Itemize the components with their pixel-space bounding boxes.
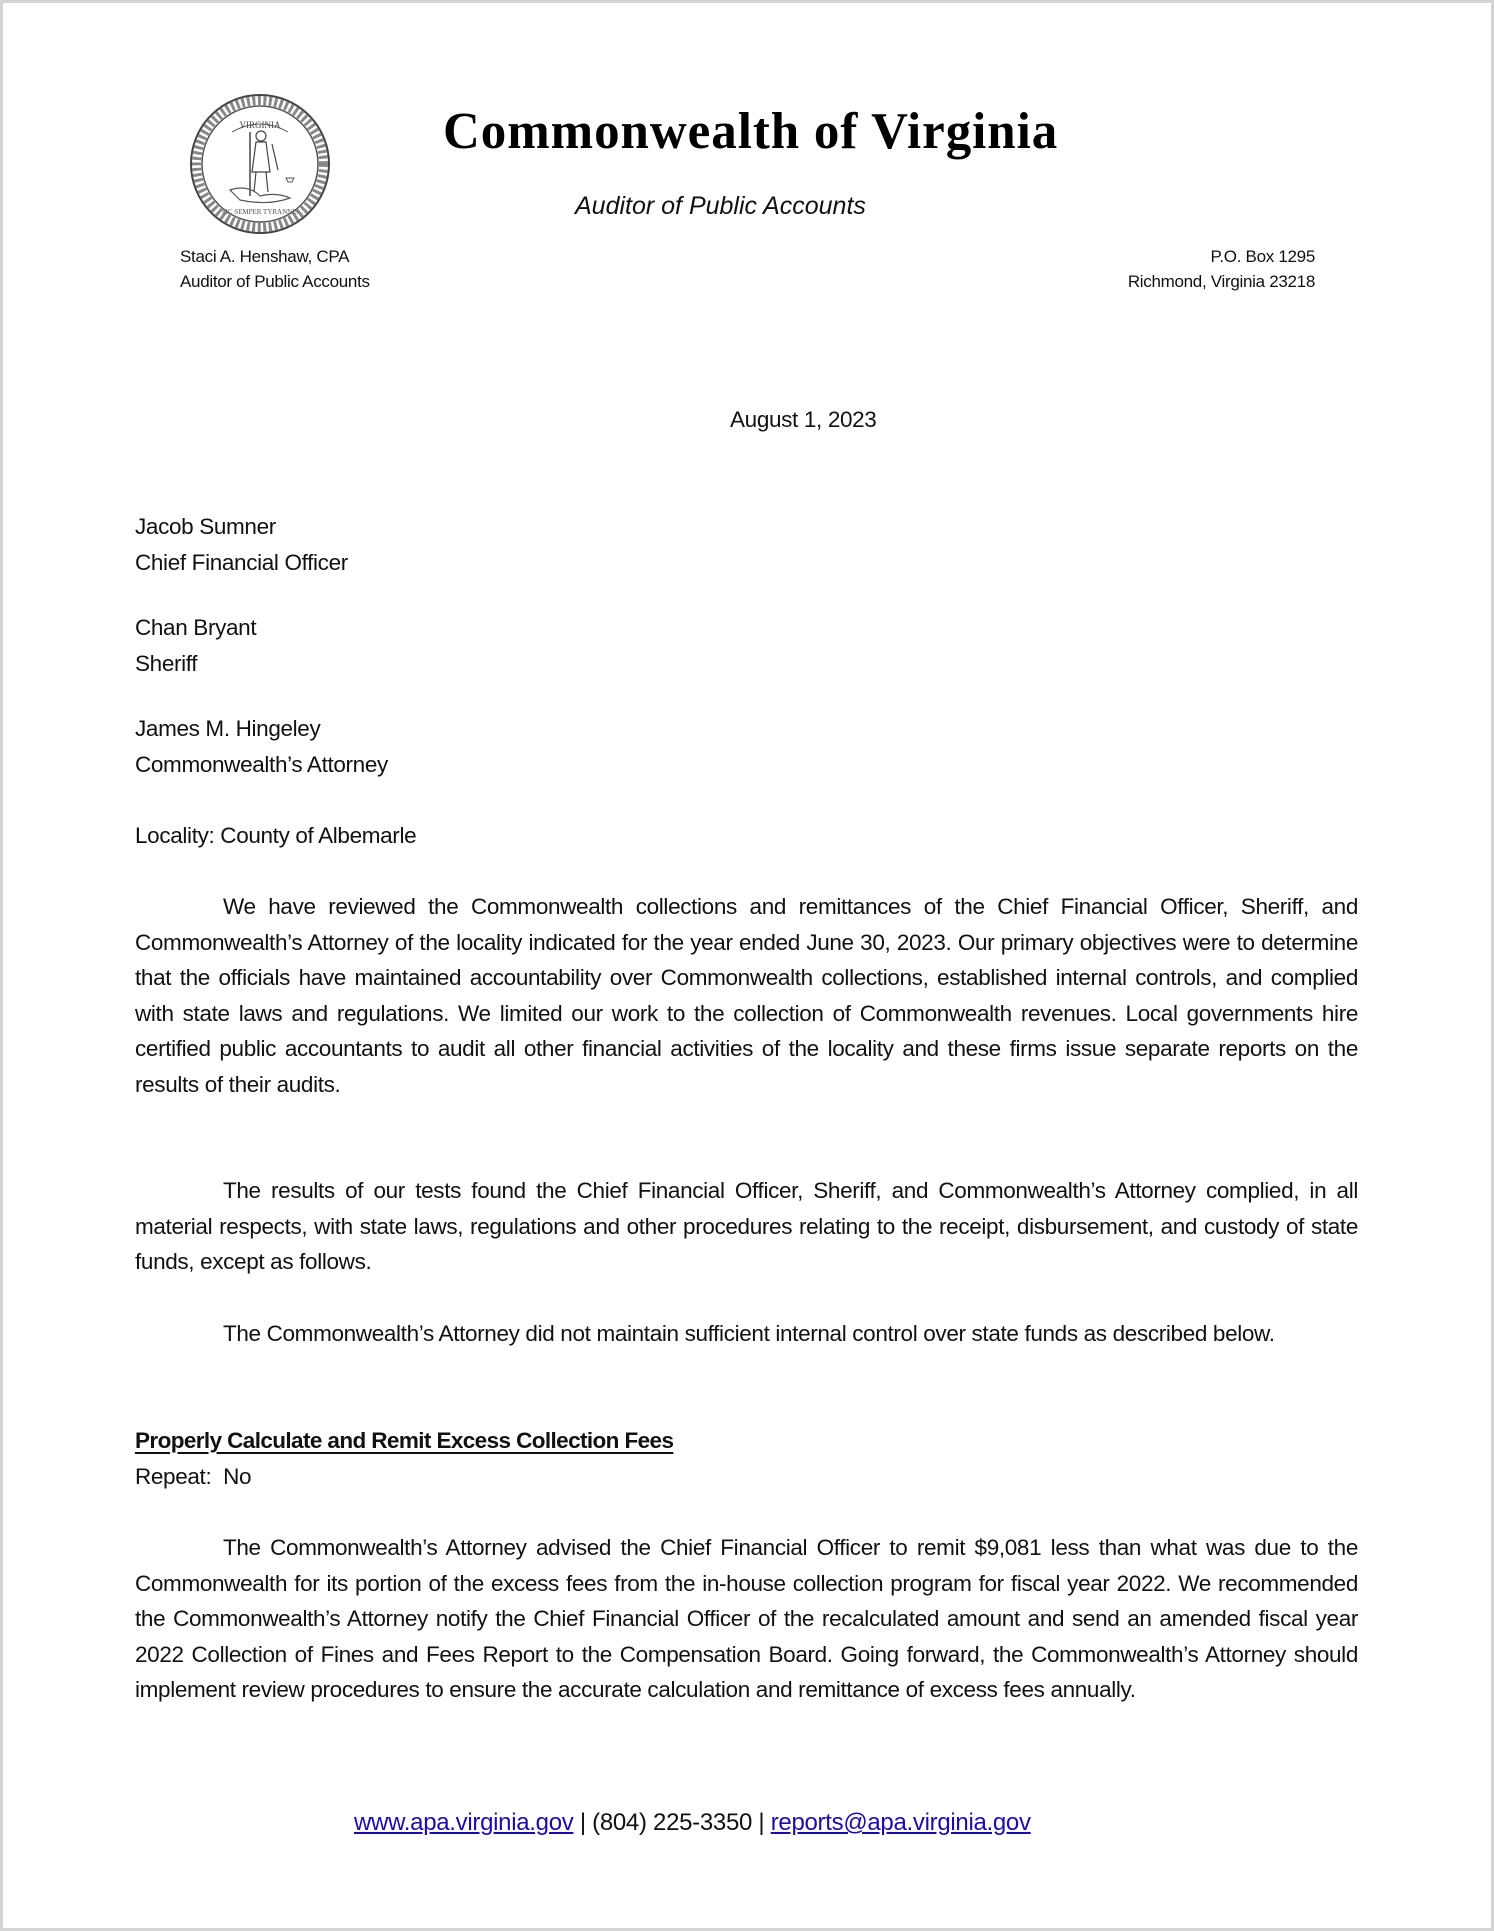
website-link[interactable]: www.apa.virginia.gov [354, 1809, 574, 1836]
recipient-title: Sheriff [135, 650, 198, 676]
sender-role: Auditor of Public Accounts [180, 272, 370, 291]
svg-text:VIRGINIA: VIRGINIA [239, 120, 281, 130]
recipient-title: Commonwealth’s Attorney [135, 751, 388, 777]
sender-name: Staci A. Henshaw, CPA [180, 247, 350, 266]
recipient-name: Chan Bryant [135, 615, 257, 640]
recipient-title: Chief Financial Officer [135, 549, 348, 575]
svg-text:SIC SEMPER TYRANNIS: SIC SEMPER TYRANNIS [221, 208, 299, 216]
address-line1: P.O. Box 1295 [1210, 247, 1315, 266]
footer-separator: | [573, 1809, 593, 1836]
recipient-1 [135, 509, 348, 580]
paragraph-review-scope [135, 889, 1358, 1103]
recipient-2 [135, 610, 256, 681]
footer-separator: | [752, 1809, 771, 1836]
phone-number: (804) 225-3350 [592, 1809, 753, 1836]
paragraph-text: The Commonwealth’s Attorney did not maintain sufficient internal control over state funds as described below. [223, 1321, 1275, 1346]
sender-block [180, 244, 370, 294]
recipient-3 [135, 711, 388, 782]
address-block [1128, 244, 1315, 294]
recipient-name: Jacob Sumner [135, 514, 276, 539]
paragraph-text: The Commonwealth’s Attorney advised the Chief Financial Officer to remit $9,081 less than what was due to the Commonwealth for its portion of the excess fees from the in-house collection program for fiscal year 2022. We recommended the Commonwealth’s Attorney notify the Chief Financial Officer of the recalculated amount and send an amended fiscal year 2022 Collection of Fines and Fees Report to the Compensation Board. Going forward, the Commonwealth’s Attorney should implement review procedures to ensure the accurate calculation and remittance of excess fees annually. [135, 1535, 1358, 1703]
recipient-name: James M. Hingeley [135, 716, 321, 741]
letterhead-subtitle: Auditor of Public Accounts [575, 192, 866, 220]
footer-contact [354, 1809, 1031, 1837]
finding-heading: Properly Calculate and Remit Excess Collection Fees [135, 1428, 674, 1453]
email-link[interactable]: reports@apa.virginia.gov [770, 1809, 1031, 1836]
finding-repeat-status: Repeat: No [135, 1464, 252, 1489]
paragraph-text: We have reviewed the Commonwealth collections and remittances of the Chief Financial Officer, Sheriff, and Commonwealth’s Attorney of the locality indicated for the year ended June 30, 2023. Our primary objectives were to determine that the officials have maintained accountability over Commonwealth collections, established internal controls, and complied with state laws and regulations. We limited our work to the collection of Commonwealth revenues. Local governments hire certified public accountants to audit all other financial activities of the locality and these firms issue separate reports on the results of their audits. [135, 894, 1358, 1097]
letterhead-title: Commonwealth of Virginia [443, 103, 1059, 160]
address-line2: Richmond, Virginia 23218 [1127, 272, 1315, 291]
letter-page [3, 3, 1491, 1928]
virginia-seal-icon [188, 92, 332, 236]
finding-paragraph [135, 1530, 1358, 1708]
locality-line: Locality: County of Albemarle [135, 823, 417, 848]
letter-date: August 1, 2023 [730, 407, 877, 432]
paragraph-results [135, 1173, 1358, 1280]
paragraph-text: The results of our tests found the Chief Financial Officer, Sheriff, and Commonwealth’s Attorney complied, in all material respects, with state laws, regulations and other procedures relating to the receipt, disbursement, and custody of state funds, except as follows. [135, 1178, 1358, 1275]
paragraph-internal-control [135, 1316, 1358, 1352]
